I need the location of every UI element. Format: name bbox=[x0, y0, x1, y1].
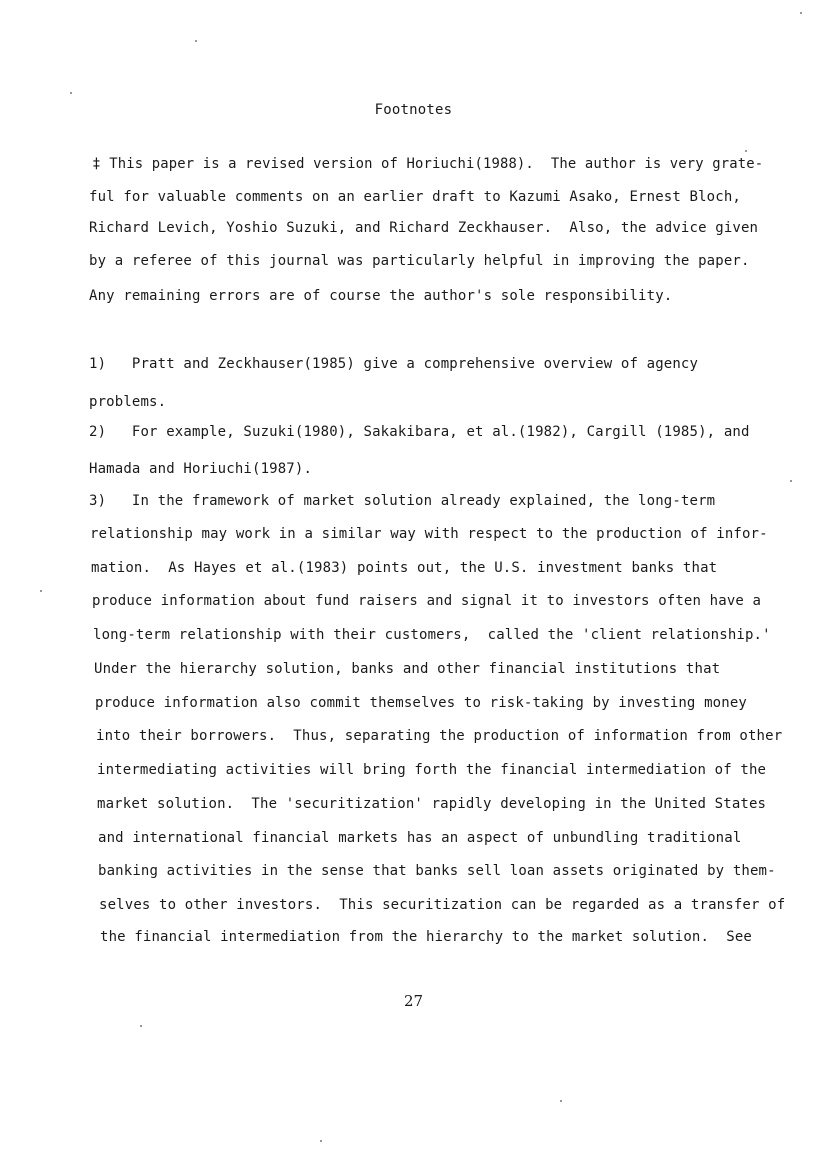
footnote-3-line: produce information also commit themselves to risk-taking by investing money bbox=[95, 695, 747, 711]
scan-speck bbox=[560, 1100, 562, 1102]
scan-speck bbox=[790, 480, 792, 482]
footnote-1-line: problems. bbox=[89, 394, 167, 410]
footnote-3-line: selves to other investors. This securitization can be regarded as a transfer of bbox=[99, 897, 786, 913]
scan-speck bbox=[40, 590, 42, 592]
footnote-3-line: the financial intermediation from the hierarchy to the market solution. See bbox=[100, 929, 752, 945]
intro-note-line: ful for valuable comments on an earlier draft to Kazumi Asako, Ernest Bloch, bbox=[89, 189, 741, 205]
scan-speck bbox=[745, 150, 747, 152]
scan-speck bbox=[70, 92, 72, 94]
scan-speck bbox=[320, 1140, 322, 1142]
footnote-3-line: long-term relationship with their customers, called the 'client relationship.' bbox=[93, 627, 771, 643]
intro-note-line: ‡ This paper is a revised version of Horiuchi(1988). The author is very grate- bbox=[92, 156, 764, 172]
intro-note-line: Richard Levich, Yoshio Suzuki, and Richard Zeckhauser. Also, the advice given bbox=[89, 220, 759, 236]
footnote-1-line: 1) Pratt and Zeckhauser(1985) give a comprehensive overview of agency bbox=[89, 356, 699, 372]
footnote-3-line: market solution. The 'securitization' rapidly developing in the United States bbox=[97, 796, 767, 812]
page-number: 27 bbox=[403, 992, 424, 1010]
footnote-2-line: 2) For example, Suzuki(1980), Sakakibara, et al.(1982), Cargill (1985), and bbox=[89, 424, 750, 440]
footnotes-heading: Footnotes bbox=[374, 102, 453, 118]
footnote-3-line: relationship may work in a similar way with respect to the production of infor- bbox=[90, 526, 768, 542]
footnote-3-line: mation. As Hayes et al.(1983) points out, the U.S. investment banks that bbox=[91, 560, 718, 576]
footnote-3-line: Under the hierarchy solution, banks and other financial institutions that bbox=[94, 661, 721, 677]
footnote-3-line: produce information about fund raisers and signal it to investors often have a bbox=[92, 593, 762, 609]
intro-note-line: Any remaining errors are of course the author's sole responsibility. bbox=[89, 288, 673, 304]
footnote-3-line: intermediating activities will bring forth the financial intermediation of the bbox=[97, 762, 767, 778]
footnote-2-line: Hamada and Horiuchi(1987). bbox=[89, 461, 313, 477]
scan-speck bbox=[140, 1025, 142, 1027]
footnote-3-line: into their borrowers. Thus, separating the production of information from other bbox=[96, 728, 783, 744]
scan-speck bbox=[195, 40, 197, 42]
footnote-3-line: banking activities in the sense that banks sell loan assets originated by them- bbox=[98, 863, 776, 879]
footnote-3-line: 3) In the framework of market solution already explained, the long-term bbox=[89, 493, 716, 509]
footnote-3-line: and international financial markets has an aspect of unbundling traditional bbox=[98, 830, 742, 846]
scan-speck bbox=[800, 12, 802, 14]
intro-note-line: by a referee of this journal was particularly helpful in improving the paper. bbox=[89, 253, 750, 269]
